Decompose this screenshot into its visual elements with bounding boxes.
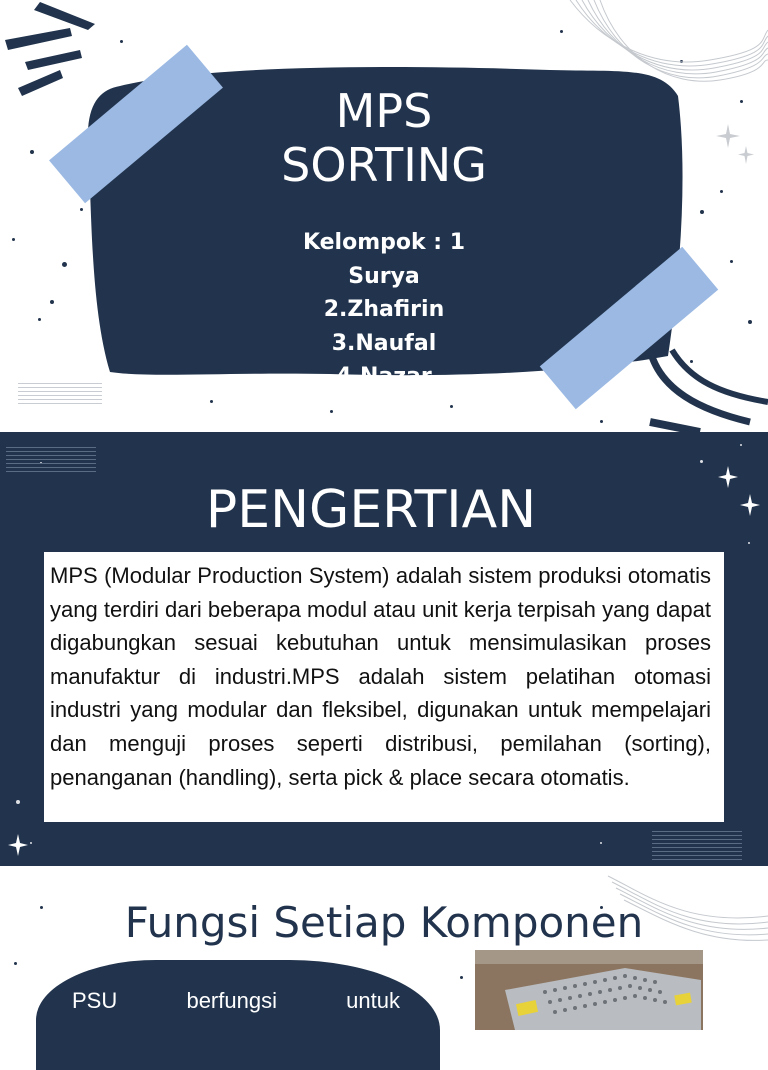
member-name: Surya	[348, 263, 420, 289]
section-heading: PENGERTIAN	[205, 480, 537, 540]
member-name: 4.Nazar	[336, 364, 432, 389]
wavy-lines-decoration	[6, 444, 96, 475]
section-heading: Fungsi Setiap Komponen	[124, 898, 644, 947]
sparkle-icon	[8, 834, 30, 858]
group-members	[250, 226, 520, 389]
component-description	[72, 988, 400, 1014]
psu-photo	[475, 950, 703, 1030]
definition-text-box	[44, 552, 724, 822]
component-word: PSU	[72, 988, 118, 1013]
component-word: berfungsi	[186, 988, 277, 1013]
title-line-1: MPS	[335, 84, 433, 138]
member-name: 3.Naufal	[331, 330, 437, 356]
group-label: Kelompok : 1	[302, 230, 466, 255]
component-word: untuk	[346, 988, 400, 1013]
components-slide	[0, 866, 768, 1024]
definition-slide	[0, 432, 768, 866]
presentation-title	[0, 84, 768, 192]
member-name: 2.Zhafirin	[323, 297, 445, 322]
definition-paragraph: MPS (Modular Production System) adalah sistem produksi otomatis yang terdiri dari beberapa modul atau unit kerja terpisah yang dapat digabungkan sesuai kebutuhan untuk mensimulasikan proses manufaktur di industri.MPS adalah sistem pelatihan otomasi industri yang modular dan fleksibel, digunakan untuk mempelajari dan menguji proses seperti distribusi, pemilahan (sorting), penanganan (handling), serta pick & place secara otomatis.	[50, 563, 711, 790]
component-card-shape	[36, 960, 440, 1070]
title-line-2: SORTING	[281, 138, 487, 192]
wavy-lines-decoration	[652, 828, 742, 863]
title-slide	[0, 0, 768, 432]
